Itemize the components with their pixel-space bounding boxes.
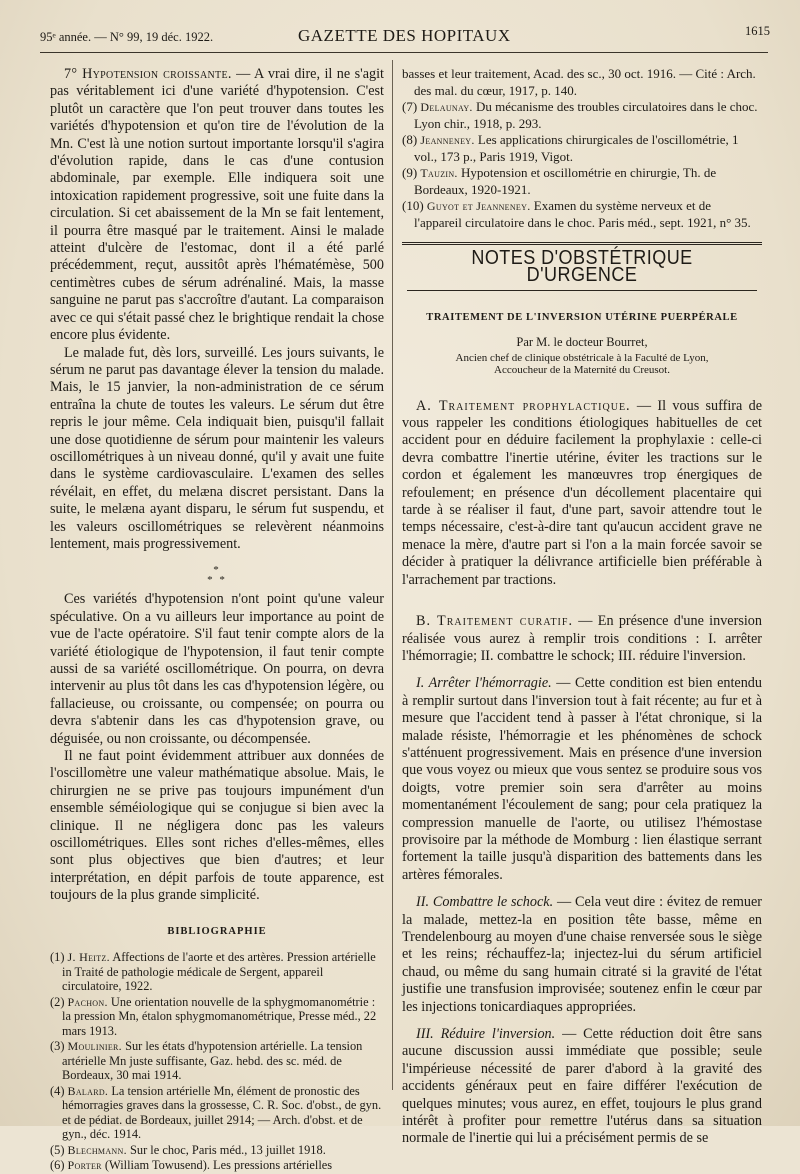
page-number: 1615	[745, 24, 770, 38]
issue-info: 95ᵉ année. — N° 99, 19 déc. 1922.	[40, 30, 214, 44]
paragraph: Ces variétés d'hypotension n'ont point qu'une valeur spéculative. On a vu ailleurs leur importance au point de vue de l'acte opératoire. S'il faut tenir compte alors de la variété étiologique de l'hypotension, il faut tenir compte aussi de sa variété oscillométrique. On pourra, on devra intervenir au plus tôt dans les cas d'hypotension légère, ou fallacieuse, ou croissante, ou compensée; on pourra ou devra s'abtenir dans les cas d'hypotension grave, ou déguisée, ou non croissante, ou décompensée.	[50, 591, 384, 747]
affiliation-line: Ancien chef de clinique obstétricale à la Faculté de Lyon,	[455, 351, 709, 364]
bibliography-entry: (1) J. Heitz. Affections de l'aorte et des artères. Pression artérielle in Traité de pathologie médicale de Sergent, appareil circulatoire, 1922.	[50, 950, 376, 994]
paragraph-label: B. Traitement curatif.	[416, 613, 573, 630]
paragraph-text: — En présence d'une inversion réalisée vous aurez à remplir trois conditions : I. arrêter l'hémorragie; II. combattre le schock; III. réduire l'inversion.	[402, 613, 762, 664]
bibliography-entry: (6) Porter (William Towusend). Les pressions artérielles	[50, 1158, 333, 1173]
bibliography-entry: (2) Pachon. Une orientation nouvelle de la sphygmomanométrie : la pression Mn, étalon sphygmomanométrique, Presse méd., 22 mars 1913.	[50, 994, 377, 1038]
author-affiliation	[402, 352, 762, 376]
paragraph: Le malade fut, dès lors, surveillé. Les jours suivants, le sérum ne parut pas davantage élever la tension du malade. Mais, le 15 janvier, la non-administration de ce sérum entraîna la chute de toutes les valeurs. Le sérum dut être repris le jour même. Cela indiquait bien, puisqu'il fallait une dose quotidienne de sérum pour maintenir les valeurs oscillométriques à un niveau donné, qu'il y avait une fuite dans le système cardiovasculaire. L'examen des selles révélait, en effet, du melæna discret persistant. Dans la suite, le melæna ayant disparu, le sérum fut suspendu, et les valeurs oscillométriques se relevèrent néanmoins lentement, mais progressivement.	[50, 344, 384, 552]
paragraph-curative	[402, 613, 762, 665]
section-title-rule	[407, 290, 757, 291]
bibliography-entry: basses et leur traitement, Acad. des sc., 30 oct. 1916. — Cité : Arch. des mal. du cœur, 1917, p. 140.	[402, 66, 756, 98]
paragraph-text: — A vrai dire, il ne s'agit pas véritablement ici d'une variété d'hypotension. C'est plutôt un caractère que l'on peut trouver dans toutes les variétés d'hypotension et qu'on tire de l'évolution de la Mn. C'est là une notion surtout importante lorsqu'il s'agira d'évolution rapide, dans le cas d'une contusion abdominale, par exemple. Elle indiquera soit une intoxication rapidement progressive, soit une fuite dans la circulation. Si cet abaissement de la Mn se fait lentement, il pourra être masqué par le traitement. Ainsi le malade atteint d'ulcère de l'estomac, dont il a été parlé précédemment, reçut, aussitôt après l'hématémèse, 500 centimètres cubes de sérum adrénaliné. Mais, la masse sanguine ne parut pas s'accroître d'autant. La comparaison avec ce qui s'était passé chez le brightique rendait la chose encore plus évidente.	[50, 66, 384, 344]
paragraph-label: A. Traitement prophylactique.	[416, 397, 631, 414]
journal-title: GAZETTE DES HOPITAUX	[298, 26, 511, 45]
paragraph-schock	[402, 894, 762, 1016]
star-top: *	[213, 564, 221, 577]
affiliation-line: Accoucheur de la Maternité du Creusot.	[494, 363, 670, 376]
section-separator-stars	[50, 565, 384, 585]
bibliography-entry: (9) Tauzin. Hypotension et oscillométrie en chirurgie, Th. de Bordeaux, 1920-1921.	[402, 165, 717, 197]
paragraph-text: — Cette réduction doit être sans aucune discussion aussi immédiate que possible; seule l'impérieuse nécessité de parer d'abord à la gravité des accidents généraux peut en faire différer l'exécution de quelques minutes; vous aurez, en effet, toujours le plus grand intérêt à profiter pour remettre l'utérus dans sa situation normale de l'inertie qui lui a précisément permis de se	[402, 1026, 762, 1147]
bibliography-entry: (5) Blechmann. Sur le choc, Paris méd., 13 juillet 1918.	[50, 1142, 326, 1157]
page-header	[40, 24, 770, 50]
bibliography-list	[50, 950, 384, 1173]
section-double-rule	[402, 242, 762, 245]
bibliography-list-continued	[402, 66, 762, 230]
paragraph-label: III. Réduire l'inversion.	[416, 1026, 556, 1043]
right-column	[402, 66, 762, 1148]
paragraph-label: II. Combattre le schock.	[416, 894, 554, 911]
paragraph-prophylactic	[402, 398, 762, 589]
article-byline: Par M. le docteur Bourret,	[516, 335, 648, 350]
bibliography-entry: (8) Jeanneney. Les applications chirurgicales de l'oscillométrie, 1 vol., 173 p., Paris 1919, Vigot.	[402, 132, 739, 164]
star-bottom: * *	[207, 574, 227, 587]
article-title: TRAITEMENT DE L'INVERSION UTÉRINE PUERPÉRALE	[426, 311, 738, 323]
paragraph: Il ne faut point évidemment attribuer aux données de l'oscillomètre une valeur mathématique absolue. Mais, le chirurgien ne se prive pas toujours impunément d'un ensemble séméiologique qui se conjugue si bien avec la clinique. Il ne négligera donc pas les valeurs oscillométriques. Elles sont riches d'elles-mêmes, elles sont plus objectives que bien d'autres; et leur interprétation, en dépit parfois de toute apparence, est toujours de la plus grande simplicité.	[50, 748, 384, 904]
bibliography-heading: BIBLIOGRAPHIE	[167, 925, 267, 937]
bibliography-entry: (4) Balard. La tension artérielle Mn, élément de pronostic des hémorragies graves dans la grossesse, C. R. Soc. d'obst., de gyn. et de pédiat. de Bordeaux, juillet 2914; — Arch. d'obst. et de gyn., déc. 1914.	[50, 1083, 382, 1142]
bibliography-entry: (3) Moulinier. Sur les états d'hypotension artérielle. La tension artérielle Mn juste suffisante, Gaz. hebd. des sc. méd. de Bordeaux, 30 mai 1914.	[50, 1039, 363, 1083]
bibliography-entry: (7) Delaunay. Du mécanisme des troubles circulatoires dans le choc. Lyon chir., 1918, p. 293.	[402, 99, 758, 131]
paragraph-text: — Cette condition est bien entendu à remplir surtout dans l'inversion tout à fait récente; au fur et à mesure que l'accident tend à passer à l'état chronique, si la malade résiste, l'hémorragie et les phénomènes de schock s'atténuent progressivement. Mais en présence d'une inversion que vous voyez ou mieux que vous sentez se produire sous vos doigts, votre premier soin sera d'arrêter au moins momentanément l'écoulement de sang; pour cela pratiquez la compression manuelle de l'aorte, ou utilisez l'hémostase provisoire par la méthode de Momburg : lien élastique serrant fortement la taille jusqu'à disparition des battements dans les artères fémorales.	[402, 675, 762, 883]
paragraph-hypotension-croissante	[50, 66, 384, 345]
left-column	[50, 66, 384, 1174]
paragraph-reduction	[402, 1026, 762, 1148]
header-rule	[40, 52, 768, 53]
paragraph-label: 7° Hypotension croissante.	[64, 66, 232, 82]
section-title: NOTES D'OBSTÉTRIQUE D'URGENCE	[471, 246, 693, 287]
paragraph-text: — Il vous suffira de vous rappeler les conditions étiologiques habituelles de cet accident pour en déduire facilement la prophylaxie : celle-ci devra combattre l'inertie utérine, éviter les tractions sur le cordon et également les manœuvres trop énergiques de refoulement; en présence d'un décollement placentaire qui tarde à se réaliser il faut, d'une part, savoir attendre tout le temps nécessaire, c'est-à-dire tant qu'aucun accident grave ne menace la mère, d'autre part si l'on a la main forcée savoir se décider à pratiquer la délivrance artificielle bien préférable à l'arrachement par tractions.	[402, 397, 763, 588]
column-divider	[392, 60, 393, 1090]
paragraph-hemorrhage	[402, 675, 762, 884]
bibliography-entry: (10) Guyot et Jeanneney. Examen du système nerveux et de l'appareil circulatoire dans le choc. Paris méd., sept. 1921, n° 35.	[402, 198, 751, 230]
paragraph-text: — Cela veut dire : évitez de remuer la malade, mettez-la en position tête basse, même en Trendelenbourg au moyen d'une chaise renversée sous le siège et les reins; réchauffez-la; injectez-lui du sérum artificiel chaud, ou même du sang humain citraté si la gravité de l'état justifie une transfusion improvisée; soutenez enfin le cœur par les injections tonicardiaques appropriées.	[402, 894, 763, 1015]
paragraph-label: I. Arrêter l'hémorragie.	[416, 675, 552, 692]
